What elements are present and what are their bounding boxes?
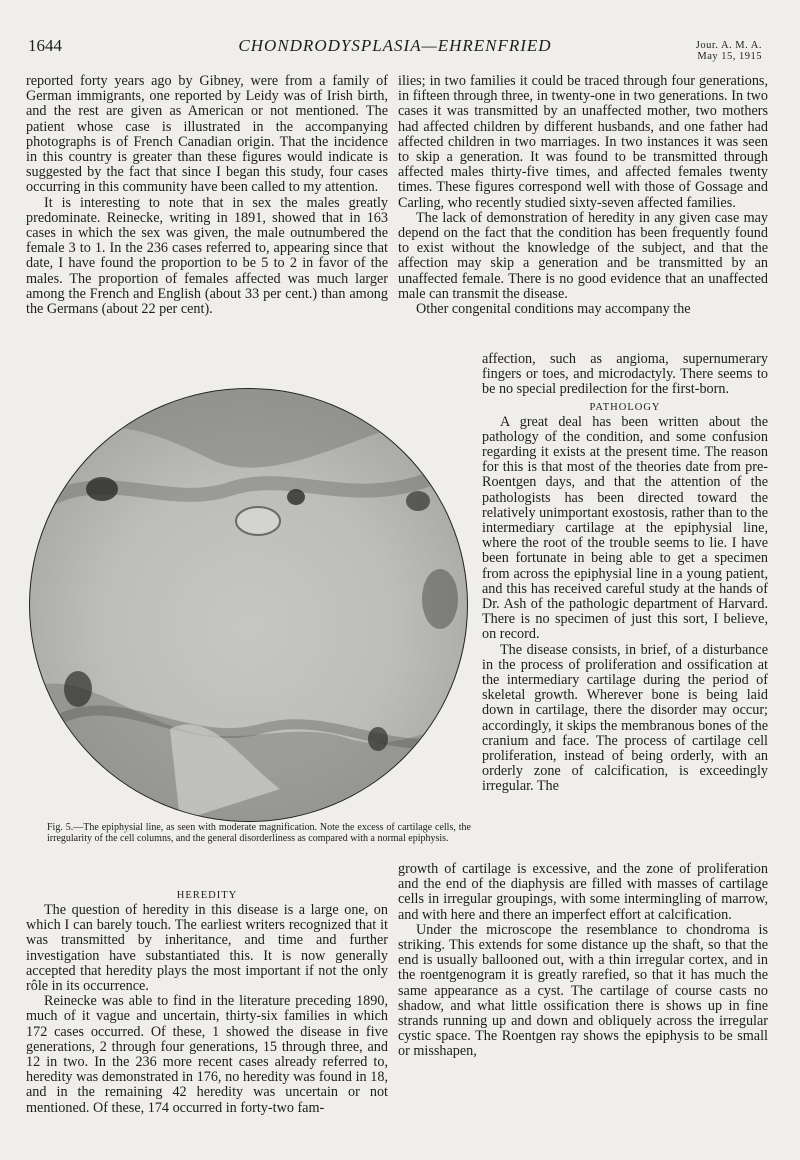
paragraph: It is interesting to note that in sex the males greatly predominate. Reinecke, writing in 1891, showed that in 163 cases in which the sex was given, the male outnumbered the female 3 to 1. In the 236 cases referred to, appearing since that date, I have found the proportion to be 5 to 2 in favor of the males. The proportion of females affected was much larger among the French and English (about 33 per cent.) than among the Germans (about 22 per cent). <box>26 194 388 318</box>
right-column-top <box>398 74 768 317</box>
paragraph: reported forty years ago by Gibney, were from a family of German immigrants, one reported by Leidy was of Irish birth, and the rest are given as American or not mentioned. The patient whose case is illustrated in the accompanying photographs is of French Canadian origin. That the incidence in this country is greater than these figures would indicate is suggested by the fact that since I began this study, four cases occurring in this community have been called to my attention. <box>26 73 388 196</box>
paragraph: The question of heredity in this disease is a large one, on which I can barely touch. The earliest writers recognized that it was transmitted by inheritance, and time and further investigation have substantiated this. It is now generally accepted that heredity plays the most important if not the only rôle in its occurrence. <box>26 902 388 995</box>
paragraph: The lack of demonstration of heredity in any given case may depend on the fact that the condition has been frequently found to exist without the knowledge of the subject, and that the affection may skip a generation and be transmitted by an unaffected female. There is no good evidence that an unaffected male can transmit the disease. <box>398 209 768 302</box>
right-column-bottom <box>398 862 768 1060</box>
left-column-bottom <box>26 890 388 1116</box>
paragraph: Under the microscope the resemblance to chondroma is striking. This extends for some distance up the shaft, so that the end is usually ballooned out, with a thin irregular cortex, and in the roentgenogram it is greatly rarefied, so that it has much the same appearance as a cyst. The cartilage of course casts no shadow, and what little ossification there is shows up in fine strands running up and down and obliquely across the irregular cystic space. The Roentgen ray shows the epiphysis to be small or misshapen, <box>398 921 768 1060</box>
paragraph: growth of cartilage is excessive, and the zone of proliferation and the end of the diaphysis are filled with masses of cartilage cells in irregular groupings, with some intermingling of marrow, and with here and there an imperfect effort at calcification. <box>398 861 768 923</box>
page-number: 1644 <box>28 36 62 55</box>
left-column-top <box>26 74 388 317</box>
running-title: CHONDRODYSPLASIA—EHRENFRIED <box>238 36 552 55</box>
figure-caption: Fig. 5.—The epiphysial line, as seen with moderate magnification. Note the excess of cartilage cells, the irregularity of the cell columns, and the general disorderliness as compared with a normal epiphysis. <box>47 822 471 844</box>
paragraph: Other congenital conditions may accompany the <box>416 301 691 318</box>
journal-name: Jour. A. M. A. <box>695 40 762 51</box>
paragraph: ilies; in two families it could be traced through four generations, in fifteen through three, in twenty-one in two generations. In two cases it was transmitted by an unaffected mother, two mothers had affected children by different husbands, and one father had affected children in two marriages. In two instances it was seen to skip a generation. It was found to be transmitted through affected males thirty-five times, and affected females twenty times. These figures correspond well with those of Gossage and Carling, who recently studied sixty-seven affected families. <box>398 73 768 211</box>
journal-info <box>696 40 762 62</box>
section-heading-heredity: HEREDITY <box>176 890 238 901</box>
page-header <box>28 36 762 66</box>
paragraph: Reinecke was able to find in the literature preceding 1890, much of it vague and uncertain, thirty-six families in which 172 cases occurred. Of these, 1 showed the disease in five generations, 2 through four generations, 15 through three, and 12 in two. In the 236 more recent cases already referred to, heredity was demonstrated in 176, no heredity was found in 18, and in the remaining 42 heredity was uncertain or not mentioned. Of these, 174 occurred in forty-two fam- <box>26 993 388 1116</box>
issue-date: May 15, 1915 <box>697 51 762 62</box>
micrograph-figure <box>29 388 468 822</box>
paragraph: The disease consists, in brief, of a disturbance in the process of proliferation and ossification at the intermediary cartilage during the period of skeletal growth. Wherever bone is being laid down in cartilage, there the disorder may occur; accordingly, it skips the membranous bones of the cranium and face. The process of cartilage cell proliferation, instead of being orderly, with an orderly zone of calcification, is exceedingly irregular. The <box>482 641 768 795</box>
right-column-narrow <box>482 352 768 795</box>
section-heading-pathology: PATHOLOGY <box>589 401 661 413</box>
micrograph-image <box>30 389 467 821</box>
paragraph: affection, such as angioma, supernumerary fingers or toes, and microdactyly. There seems to be no special predilection for the first-born. <box>482 351 768 398</box>
paragraph: A great deal has been written about the pathology of the condition, and some confusion regarding it exists at the present time. The reason for this is that most of the theories date from pre-Roentgen days, and that the attention of the pathologists has been directed toward the relatively unimportant exostosis, rather than to the intermediary cartilage at the epiphysial line, where the root of the trouble seems to lie. I have been fortunate in being able to get a specimen from across the epiphysial line in a young patient, and this has received careful study at the hands of Dr. Ash of the pathologic department of Harvard. There is no specimen of just this sort, I believe, on record. <box>482 413 768 643</box>
